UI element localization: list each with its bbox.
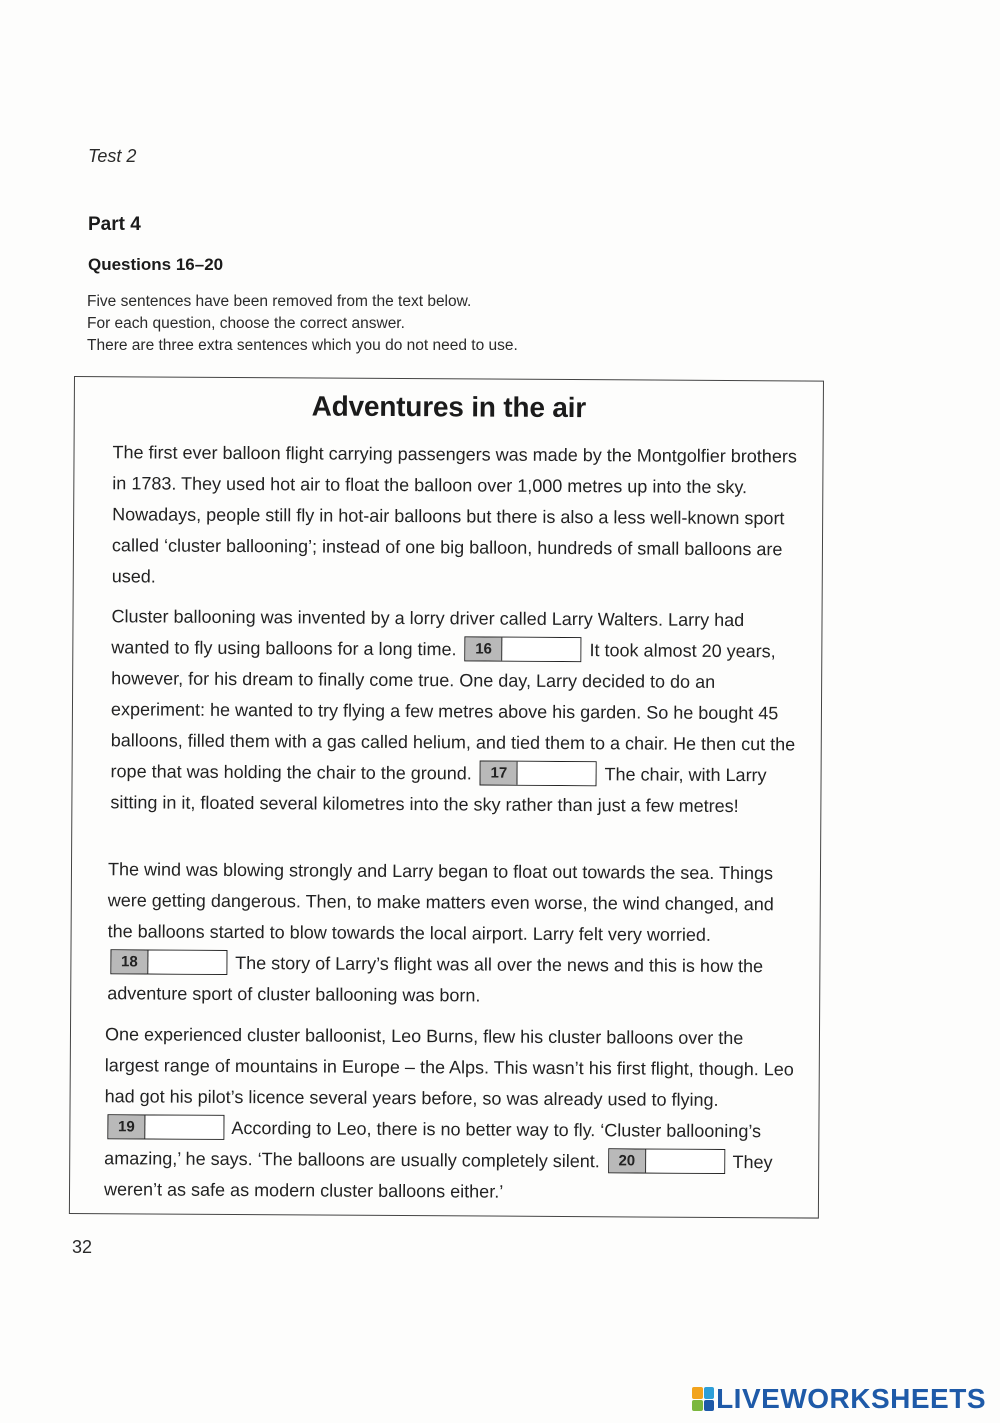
liveworksheets-logo-icon — [692, 1387, 714, 1411]
gap-answer-box[interactable] — [148, 950, 226, 973]
paragraph-text: Cluster ballooning was invented by a lorry driver called Larry Walters. Larry had wanted to fly using balloons for a long time. — [111, 606, 745, 660]
gap-number: 16 — [465, 637, 502, 660]
gap-16[interactable] — [464, 636, 581, 662]
part-title: Part 4 — [88, 214, 141, 235]
paragraph-text: One experienced cluster balloonist, Leo Burns, flew his cluster balloons over the largest range of mountains in Europe – the Alps. This wasn’t his first flight, though. Leo had got his pilot’s licence several years before, so was already used to flying. — [104, 1024, 794, 1110]
page-number: 32 — [72, 1237, 93, 1257]
gap-number: 17 — [481, 761, 518, 784]
gap-17[interactable] — [480, 760, 597, 786]
paragraph-4 — [104, 1019, 795, 1209]
instruction-line: There are three extra sentences which you do not need to use. — [87, 337, 518, 354]
paragraph-2 — [110, 601, 801, 822]
article-box — [69, 376, 824, 1219]
questions-title: Questions 16–20 — [88, 255, 224, 274]
instructions — [87, 291, 518, 357]
paragraph-text: They weren’t as safe as modern cluster balloons either.’ — [103, 1152, 773, 1202]
paragraph-3 — [107, 854, 798, 1013]
gap-answer-box[interactable] — [646, 1149, 724, 1172]
gap-number: 18 — [111, 950, 148, 973]
instruction-line: For each question, choose the correct answer. — [87, 315, 405, 332]
gap-answer-box[interactable] — [518, 761, 596, 784]
paragraph-text: According to Leo, there is no better way to fly. ‘Cluster ballooning’s amazing,’ he says. ‘The balloons are usually completely silent. — [104, 1117, 762, 1172]
article-title: Adventures in the air — [311, 390, 587, 424]
liveworksheets-watermark — [692, 1383, 986, 1415]
gap-answer-box[interactable] — [145, 1115, 223, 1138]
gap-18[interactable] — [110, 949, 227, 975]
test-label: Test 2 — [88, 146, 137, 166]
paragraph-text: The first ever balloon flight carrying passengers was made by the Montgolfier brothers in 1783. They used hot air to float the balloon over 1,000 metres up into the sky. Nowadays, people still fly in hot-air balloons but there is also a less well-known sport called ‘cluster ballooning’; instead of one big balloon, hundreds of small balloons are used. — [111, 442, 797, 587]
gap-number: 20 — [609, 1149, 646, 1172]
paragraph-text: It took almost 20 years, however, for his dream to finally come true. One day, Larry decided to do an experiment: he wanted to try flying a few metres above his garden. So he bought 45 balloons, filled them with a gas called helium, and tied them to a chair. He then cut the rope that was holding the chair to the ground. — [110, 640, 796, 784]
gap-answer-box[interactable] — [502, 637, 580, 660]
gap-number: 19 — [108, 1115, 145, 1138]
paragraph-text: The story of Larry’s flight was all over the news and this is how the adventure sport of cluster ballooning was born. — [107, 952, 764, 1006]
paragraph-1 — [112, 437, 803, 596]
gap-19[interactable] — [107, 1114, 224, 1140]
gap-20[interactable] — [608, 1148, 725, 1174]
paragraph-text: The chair, with Larry sitting in it, floated several kilometres into the sky rather than just a few metres! — [110, 764, 767, 817]
watermark-text: LIVEWORKSHEETS — [716, 1383, 986, 1414]
paragraph-text: The wind was blowing strongly and Larry began to float out towards the sea. Things were getting dangerous. Then, to make matters even worse, the wind changed, and the balloons started to blow towards the local airport. Larry felt very worried. — [107, 859, 774, 945]
instruction-line: Five sentences have been removed from the text below. — [87, 293, 472, 310]
